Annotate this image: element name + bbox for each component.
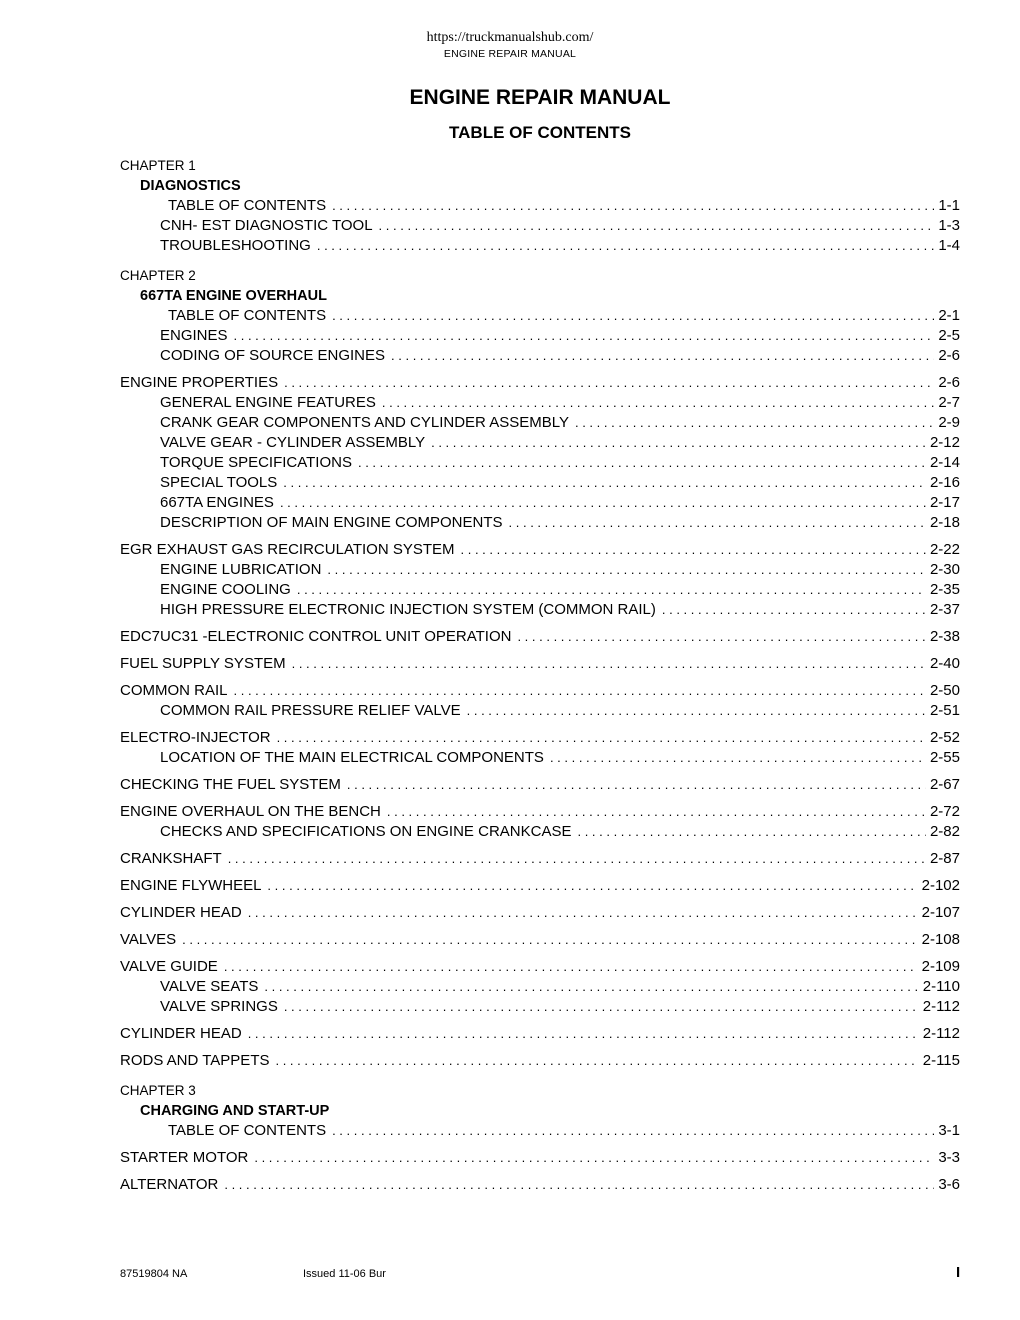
toc-entry-title: CYLINDER HEAD <box>120 904 242 921</box>
toc-entry-title: ENGINE PROPERTIES <box>120 374 279 391</box>
toc-entry[interactable] <box>120 346 960 366</box>
toc-entry-page: 3-3 <box>938 1149 960 1166</box>
dot-leader <box>267 876 917 896</box>
dot-leader <box>182 930 917 950</box>
toc-entry-title: CHECKS AND SPECIFICATIONS ON ENGINE CRANKCASE <box>160 823 572 840</box>
toc-entry-title: CYLINDER HEAD <box>120 1025 242 1042</box>
toc-entry[interactable] <box>120 957 960 977</box>
toc-entry[interactable] <box>120 540 960 560</box>
toc-entry-page: 2-18 <box>929 514 960 531</box>
dot-leader <box>248 903 918 923</box>
toc-entry-title: ENGINE OVERHAUL ON THE BENCH <box>120 803 381 820</box>
chapter-title: 667TA ENGINE OVERHAUL <box>140 288 327 304</box>
dot-leader <box>234 681 926 701</box>
dot-leader <box>327 560 926 580</box>
chapter-label: CHAPTER 1 <box>120 158 196 173</box>
toc-entry-page: 1-4 <box>938 237 960 254</box>
toc-entry-title: COMMON RAIL <box>120 682 228 699</box>
footer-issued: Issued 11-06 Bur <box>303 1268 386 1280</box>
dot-leader <box>283 473 926 493</box>
toc-entry-title: ENGINES <box>160 327 228 344</box>
dot-leader <box>517 627 926 647</box>
toc-entry-page: 2-1 <box>938 307 960 324</box>
toc-entry-page: 2-6 <box>938 347 960 364</box>
toc-entry-title: VALVES <box>120 931 177 948</box>
toc-entry[interactable] <box>120 876 960 896</box>
toc-entry-page: 2-109 <box>921 958 960 975</box>
toc-entry-title: CNH- EST DIAGNOSTIC TOOL <box>160 217 373 234</box>
toc-entry[interactable] <box>120 1148 960 1168</box>
toc-entry[interactable] <box>120 802 960 822</box>
toc-entry-title: ENGINE COOLING <box>160 581 291 598</box>
footer-doc-number: 87519804 NA <box>120 1268 188 1280</box>
dot-leader <box>358 453 926 473</box>
toc-entry-title: 667TA ENGINES <box>160 494 274 511</box>
toc-entry-title: ALTERNATOR <box>120 1176 219 1193</box>
page-title: ENGINE REPAIR MANUAL <box>409 86 671 109</box>
toc-entry-page: 2-40 <box>929 655 960 672</box>
toc-entry-title: SPECIAL TOOLS <box>160 474 278 491</box>
toc-entry-title: ENGINE FLYWHEEL <box>120 877 262 894</box>
toc-entry-title: EGR EXHAUST GAS RECIRCULATION SYSTEM <box>120 541 455 558</box>
toc-entry[interactable] <box>120 580 960 600</box>
toc-entry[interactable] <box>120 1121 960 1141</box>
toc-entry-page: 2-108 <box>921 931 960 948</box>
chapter-label: CHAPTER 3 <box>120 1083 196 1098</box>
toc-entry-page: 2-6 <box>938 374 960 391</box>
toc-entry-title: TROUBLESHOOTING <box>160 237 311 254</box>
toc-entry[interactable] <box>120 681 960 701</box>
toc-entry-title: STARTER MOTOR <box>120 1149 249 1166</box>
toc-entry-title: ENGINE LUBRICATION <box>160 561 322 578</box>
running-header: ENGINE REPAIR MANUAL <box>443 48 577 60</box>
toc-entry-page: 2-30 <box>929 561 960 578</box>
page-subtitle: TABLE OF CONTENTS <box>449 123 631 142</box>
toc-entry-page: 2-9 <box>938 414 960 431</box>
toc-entry-page: 2-110 <box>922 978 960 995</box>
toc-entry-title: TABLE OF CONTENTS <box>168 1122 327 1139</box>
toc-entry[interactable] <box>120 822 960 842</box>
toc-entry[interactable] <box>120 513 960 533</box>
toc-entry[interactable] <box>120 903 960 923</box>
toc-entry-title: CRANK GEAR COMPONENTS AND CYLINDER ASSEMBLY <box>160 414 569 431</box>
toc-entry-title: COMMON RAIL PRESSURE RELIEF VALVE <box>160 702 461 719</box>
toc-entry[interactable] <box>120 1051 960 1071</box>
toc-entry-page: 2-17 <box>929 494 960 511</box>
toc-entry-page: 2-38 <box>929 628 960 645</box>
toc-entry-page: 1-3 <box>938 217 960 234</box>
dot-leader <box>280 493 926 513</box>
toc-entry[interactable] <box>120 453 960 473</box>
toc-entry[interactable] <box>120 600 960 620</box>
toc-entry[interactable] <box>120 433 960 453</box>
toc-entry-page: 2-12 <box>929 434 960 451</box>
dot-leader <box>284 997 919 1017</box>
toc-entry[interactable] <box>120 393 960 413</box>
toc-entry[interactable] <box>120 493 960 513</box>
toc-entry[interactable] <box>120 326 960 346</box>
toc-entry-page: 2-51 <box>929 702 960 719</box>
dot-leader <box>332 306 934 326</box>
toc-entry-title: EDC7UC31 -ELECTRONIC CONTROL UNIT OPERATION <box>120 628 512 645</box>
dot-leader <box>254 1148 934 1168</box>
dot-leader <box>284 373 934 393</box>
toc-entry-title: VALVE GUIDE <box>120 958 218 975</box>
toc-entry-title: TORQUE SPECIFICATIONS <box>160 454 352 471</box>
toc-entry-title: HIGH PRESSURE ELECTRONIC INJECTION SYSTEM (COMMON RAIL) <box>160 601 656 618</box>
toc-entry-page: 2-50 <box>929 682 960 699</box>
dot-leader <box>228 849 926 869</box>
toc-entry[interactable] <box>120 997 960 1017</box>
toc-entry-page: 2-5 <box>938 327 960 344</box>
toc-entry-page: 2-16 <box>929 474 960 491</box>
toc-entry-page: 2-7 <box>938 394 960 411</box>
toc-entry[interactable] <box>120 196 960 216</box>
toc-entry-title: VALVE SEATS <box>160 978 259 995</box>
dot-leader <box>248 1024 919 1044</box>
dot-leader <box>224 957 918 977</box>
toc-entry-title: CODING OF SOURCE ENGINES <box>160 347 386 364</box>
dot-leader <box>332 196 934 216</box>
toc-entry-page: 2-72 <box>929 803 960 820</box>
dot-leader <box>461 540 926 560</box>
toc-entry[interactable] <box>120 930 960 950</box>
toc-entry-title: FUEL SUPPLY SYSTEM <box>120 655 286 672</box>
toc-entry-page: 3-1 <box>938 1122 960 1139</box>
toc-entry-title: CHECKING THE FUEL SYSTEM <box>120 776 341 793</box>
chapter-title: DIAGNOSTICS <box>140 178 241 194</box>
dot-leader <box>391 346 934 366</box>
toc-entry-page: 1-1 <box>938 197 960 214</box>
toc-entry[interactable] <box>120 1175 960 1195</box>
toc-entry-title: LOCATION OF THE MAIN ELECTRICAL COMPONENTS <box>160 749 544 766</box>
dot-leader <box>332 1121 934 1141</box>
toc-entry[interactable] <box>120 748 960 768</box>
toc-entry[interactable] <box>120 1024 960 1044</box>
toc-entry-page: 2-115 <box>922 1052 960 1069</box>
toc-entry[interactable] <box>120 560 960 580</box>
toc-entry-title: TABLE OF CONTENTS <box>168 307 327 324</box>
toc-entry-page: 2-22 <box>929 541 960 558</box>
toc-entry-page: 3-6 <box>938 1176 960 1193</box>
table-of-contents <box>120 156 960 1195</box>
dot-leader <box>577 822 926 842</box>
toc-entry[interactable] <box>120 728 960 748</box>
toc-entry-page: 2-87 <box>929 850 960 867</box>
toc-entry-page: 2-102 <box>921 877 960 894</box>
dot-leader <box>292 654 926 674</box>
dot-leader <box>347 775 926 795</box>
toc-entry[interactable] <box>120 373 960 393</box>
toc-entry[interactable] <box>120 413 960 433</box>
dot-leader <box>234 326 935 346</box>
toc-entry-page: 2-52 <box>929 729 960 746</box>
toc-entry-page: 2-107 <box>921 904 960 921</box>
toc-entry-page: 2-112 <box>922 1025 960 1042</box>
toc-entry-title: DESCRIPTION OF MAIN ENGINE COMPONENTS <box>160 514 503 531</box>
dot-leader <box>662 600 926 620</box>
toc-entry[interactable] <box>120 775 960 795</box>
toc-entry-page: 2-37 <box>929 601 960 618</box>
chapter-title: CHARGING AND START-UP <box>140 1103 330 1119</box>
toc-entry-page: 2-112 <box>922 998 960 1015</box>
dot-leader <box>224 1175 934 1195</box>
dot-leader <box>382 393 934 413</box>
toc-entry[interactable] <box>120 654 960 674</box>
toc-entry[interactable] <box>120 627 960 647</box>
toc-entry-page: 2-14 <box>929 454 960 471</box>
dot-leader <box>297 580 926 600</box>
toc-entry[interactable] <box>120 473 960 493</box>
toc-entry-title: CRANKSHAFT <box>120 850 222 867</box>
toc-entry-title: VALVE GEAR - CYLINDER ASSEMBLY <box>160 434 426 451</box>
toc-entry-page: 2-82 <box>929 823 960 840</box>
toc-entry-title: GENERAL ENGINE FEATURES <box>160 394 376 411</box>
dot-leader <box>387 802 926 822</box>
dot-leader <box>275 1051 918 1071</box>
dot-leader <box>509 513 926 533</box>
toc-entry-title: RODS AND TAPPETS <box>120 1052 270 1069</box>
source-url[interactable]: https://truckmanualshub.com/ <box>426 30 594 45</box>
dot-leader <box>317 236 934 256</box>
toc-entry[interactable] <box>120 849 960 869</box>
toc-entry[interactable] <box>120 701 960 721</box>
dot-leader <box>379 216 935 236</box>
toc-entry[interactable] <box>120 236 960 256</box>
dot-leader <box>264 977 918 997</box>
toc-entry-title: TABLE OF CONTENTS <box>168 197 327 214</box>
toc-entry[interactable] <box>120 216 960 236</box>
dot-leader <box>431 433 926 453</box>
dot-leader <box>467 701 926 721</box>
toc-entry-title: ELECTRO-INJECTOR <box>120 729 271 746</box>
chapter-label: CHAPTER 2 <box>120 268 196 283</box>
footer-page-number: I <box>956 1264 961 1281</box>
toc-entry-page: 2-35 <box>929 581 960 598</box>
dot-leader <box>575 413 934 433</box>
dot-leader <box>277 728 926 748</box>
toc-entry-page: 2-55 <box>929 749 960 766</box>
dot-leader <box>550 748 926 768</box>
toc-entry[interactable] <box>120 306 960 326</box>
toc-entry-title: VALVE SPRINGS <box>160 998 278 1015</box>
toc-entry[interactable] <box>120 977 960 997</box>
toc-entry-page: 2-67 <box>929 776 960 793</box>
